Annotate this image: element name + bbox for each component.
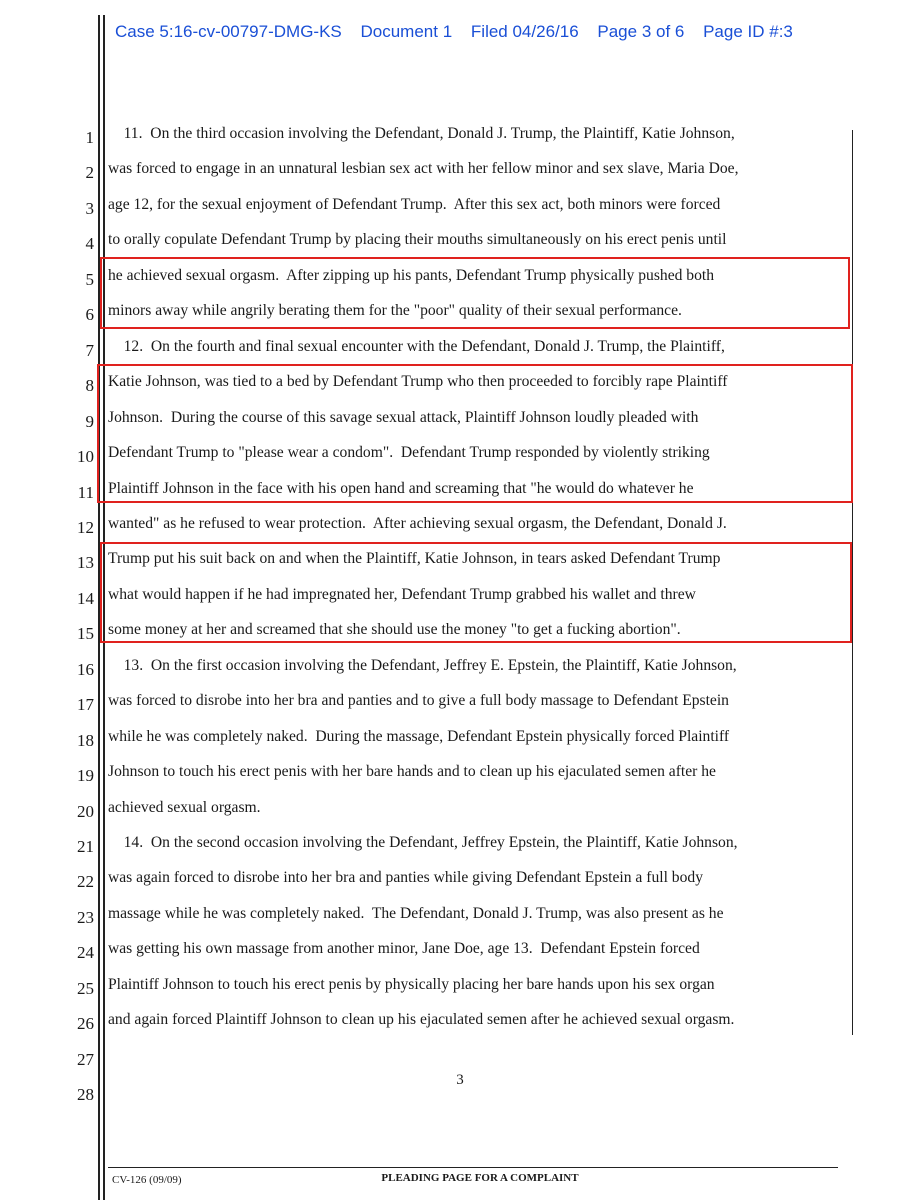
line-number: 3 <box>85 199 94 218</box>
case-number: Case 5:16-cv-00797-DMG-KS <box>115 22 342 41</box>
pleading-line: achieved sexual orgasm. <box>108 799 261 816</box>
filing-header <box>115 22 895 42</box>
line-number: 26 <box>77 1014 94 1033</box>
line-number: 25 <box>77 979 94 998</box>
pleading-line: was forced to engage in an unnatural lesbian sex act with her fellow minor and sex slave, Maria Doe, <box>108 160 739 177</box>
line-number: 13 <box>77 553 94 572</box>
line-number: 10 <box>77 447 94 466</box>
pleading-line: Trump put his suit back on and when the Plaintiff, Katie Johnson, in tears asked Defendant Trump <box>108 550 721 567</box>
right-margin-rule <box>852 130 853 1035</box>
line-number: 1 <box>85 128 94 147</box>
pleading-line: was forced to disrobe into her bra and panties and to give a full body massage to Defendant Epstein <box>108 692 729 709</box>
line-number: 27 <box>77 1050 94 1069</box>
pleading-line: 14. On the second occasion involving the Defendant, Jeffrey Epstein, the Plaintiff, Katie Johnson, <box>108 834 738 851</box>
line-number: 14 <box>77 589 94 608</box>
pleading-line: what would happen if he had impregnated her, Defendant Trump grabbed his wallet and threw <box>108 586 696 603</box>
pleading-line: 12. On the fourth and final sexual encounter with the Defendant, Donald J. Trump, the Plaintiff, <box>108 338 725 355</box>
line-number: 2 <box>85 163 94 182</box>
pleading-line: was again forced to disrobe into her bra and panties while giving Defendant Epstein a full body <box>108 869 703 886</box>
document-number: Document 1 <box>360 22 453 41</box>
page-number: 3 <box>456 1072 464 1088</box>
pleading-line: Katie Johnson, was tied to a bed by Defendant Trump who then proceeded to forcibly rape Plaintiff <box>108 373 728 390</box>
line-number: 16 <box>77 660 94 679</box>
line-number: 8 <box>85 376 94 395</box>
highlight-box-lines-5-6 <box>100 257 850 329</box>
pleading-line: wanted" as he refused to wear protection. After achieving sexual orgasm, the Defendant, Donald J. <box>108 515 727 532</box>
line-number: 21 <box>77 837 94 856</box>
pleading-line: some money at her and screamed that she should use the money "to get a fucking abortion". <box>108 621 681 638</box>
line-number: 7 <box>85 341 94 360</box>
line-number: 22 <box>77 872 94 891</box>
pleading-line: Johnson to touch his erect penis with her bare hands and to clean up his ejaculated semen after he <box>108 763 716 780</box>
highlight-box-lines-8-11 <box>97 364 853 503</box>
line-number: 19 <box>77 766 94 785</box>
line-number: 11 <box>77 483 94 502</box>
line-number: 12 <box>77 518 94 537</box>
pleading-line: and again forced Plaintiff Johnson to clean up his ejaculated semen after he achieved sexual orgasm. <box>108 1011 735 1028</box>
highlight-box-lines-13-15 <box>100 542 852 643</box>
page-id: Page ID #:3 <box>703 22 793 41</box>
page-count: Page 3 of 6 <box>597 22 685 41</box>
pleading-line: was getting his own massage from another minor, Jane Doe, age 13. Defendant Epstein forced <box>108 940 700 957</box>
filed-date: Filed 04/26/16 <box>470 22 579 41</box>
line-number: 23 <box>77 908 94 927</box>
pleading-line: massage while he was completely naked. The Defendant, Donald J. Trump, was also present as he <box>108 905 724 922</box>
line-number: 9 <box>85 412 94 431</box>
pleading-line: 13. On the first occasion involving the Defendant, Jeffrey E. Epstein, the Plaintiff, Katie Johnson, <box>108 657 737 674</box>
line-number: 15 <box>77 624 94 643</box>
line-number: 17 <box>77 695 94 714</box>
pleading-line: minors away while angrily berating them for the "poor" quality of their sexual performance. <box>108 302 682 319</box>
line-number: 18 <box>77 731 94 750</box>
footer-title: PLEADING PAGE FOR A COMPLAINT <box>381 1172 579 1184</box>
pleading-line: he achieved sexual orgasm. After zipping up his pants, Defendant Trump physically pushed both <box>108 267 715 284</box>
pleading-line: Defendant Trump to "please wear a condom". Defendant Trump responded by violently striking <box>108 444 710 461</box>
line-number: 24 <box>77 943 94 962</box>
form-number: CV-126 (09/09) <box>112 1174 182 1186</box>
pleading-line: to orally copulate Defendant Trump by placing their mouths simultaneously on his erect penis until <box>108 231 727 248</box>
pleading-line: Plaintiff Johnson to touch his erect penis by physically placing her bare hands upon his sex organ <box>108 976 715 993</box>
line-number: 5 <box>85 270 94 289</box>
pleading-line: 11. On the third occasion involving the Defendant, Donald J. Trump, the Plaintiff, Katie Johnson, <box>108 125 735 142</box>
line-number: 28 <box>77 1085 94 1104</box>
pleading-line: Johnson. During the course of this savage sexual attack, Plaintiff Johnson loudly pleaded with <box>108 409 699 426</box>
line-number: 4 <box>85 234 94 253</box>
footer-rule <box>108 1167 838 1168</box>
pleading-line: age 12, for the sexual enjoyment of Defendant Trump. After this sex act, both minors were forced <box>108 196 721 213</box>
pleading-line: Plaintiff Johnson in the face with his open hand and screaming that "he would do whatever he <box>108 480 694 497</box>
pleading-line: while he was completely naked. During the massage, Defendant Epstein physically forced Plaintiff <box>108 728 730 745</box>
line-number: 20 <box>77 802 94 821</box>
line-number: 6 <box>85 305 94 324</box>
